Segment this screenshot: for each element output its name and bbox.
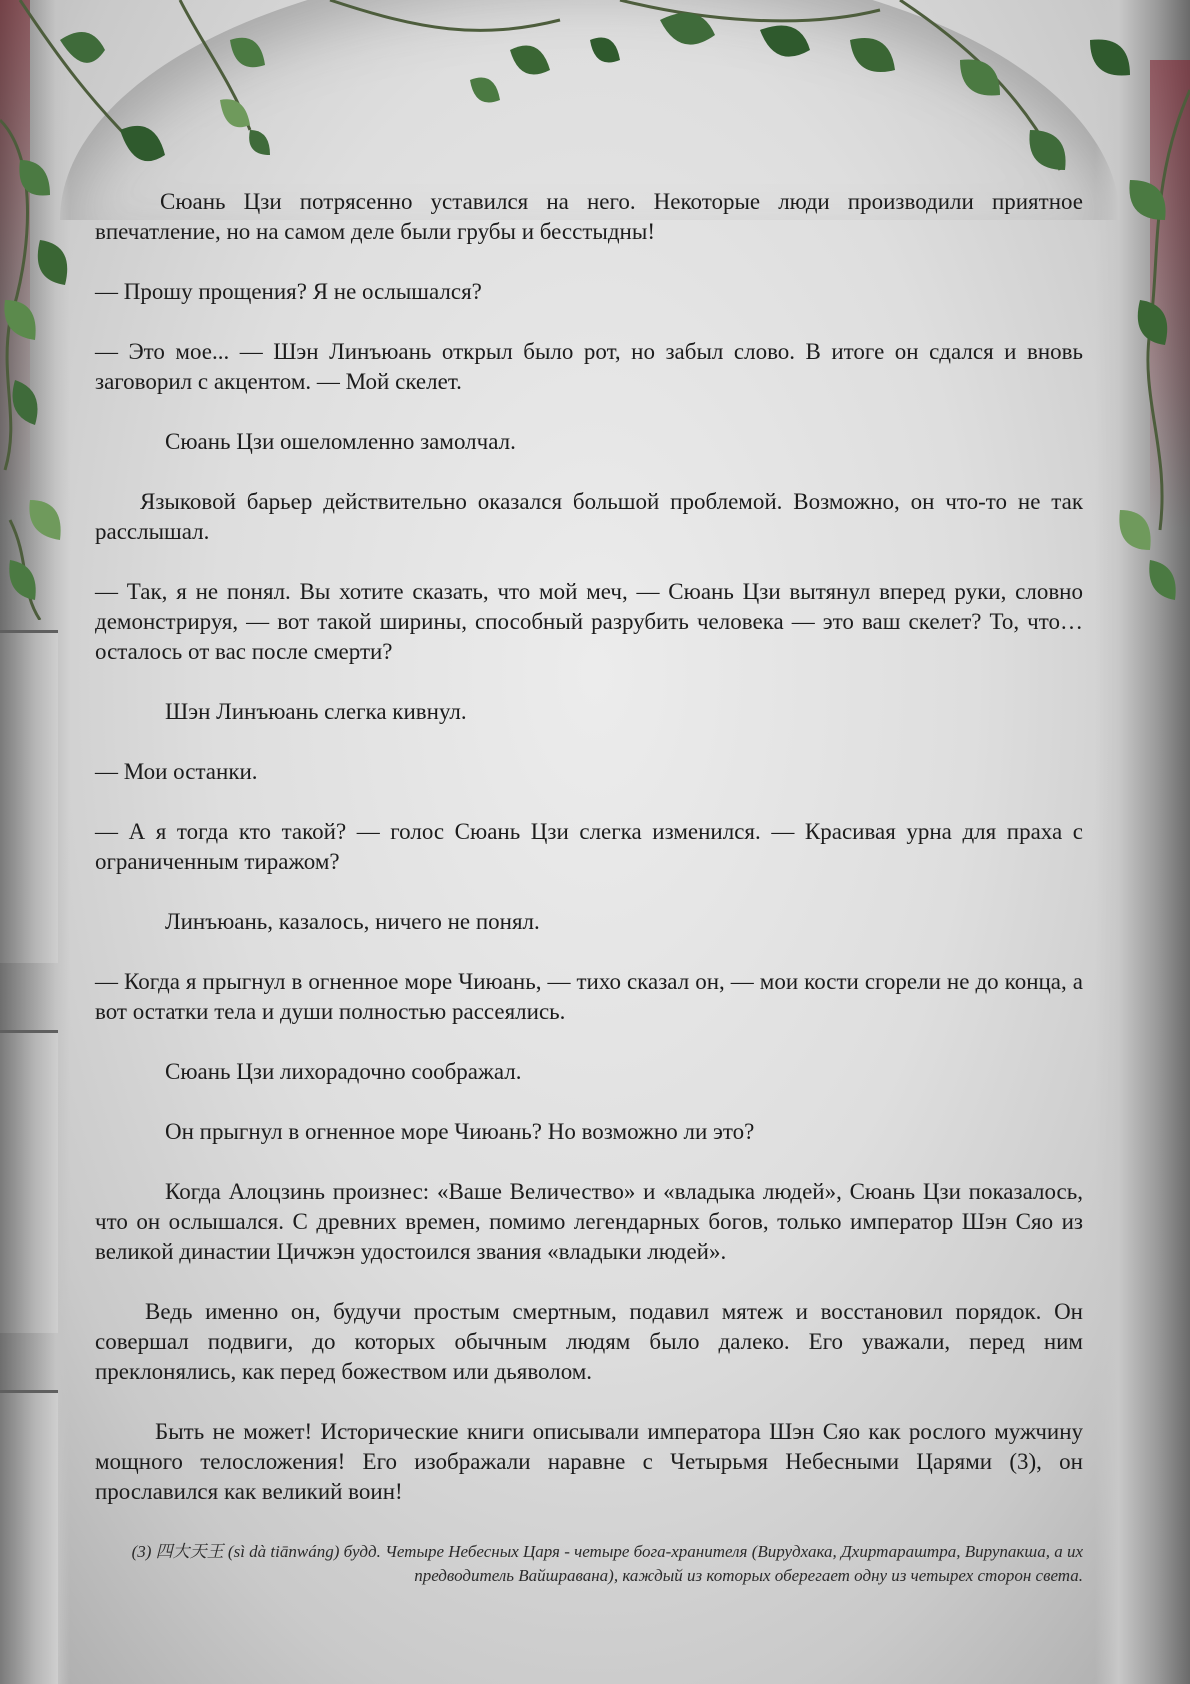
paragraph: Сюань Цзи потрясенно уставился на него. Некоторые люди производили приятное впечатление, но на самом деле были грубы и бесстыдны! — [95, 189, 1083, 244]
paragraph: — Так, я не понял. Вы хотите сказать, что мой меч, — Сюань Цзи вытянул вперед руки, словно демонстрируя, — вот такой ширины, способный разрубить человека — это ваш скелет? То, что… осталось от вас после смерти? — [95, 579, 1083, 664]
paragraph: Быть не может! Исторические книги описывали императора Шэн Сяо как рослого мужчину мощного телосложения! Его изображали наравне с Четырьмя Небесными Царями (3), он прославился как великий воин! — [95, 1419, 1083, 1504]
paragraph: Шэн Линъюань слегка кивнул. — [165, 699, 467, 724]
paragraph: — А я тогда кто такой? — голос Сюань Цзи слегка изменился. — Красивая урна для праха с ограниченным тиражом? — [95, 819, 1083, 874]
paragraph: — Когда я прыгнул в огненное море Чиюань, — тихо сказал он, — мои кости сгорели не до конца, а вот остатки тела и души полностью рассеялись. — [95, 969, 1083, 1024]
paragraph: Он прыгнул в огненное море Чиюань? Но возможно ли это? — [165, 1119, 755, 1144]
story-text — [95, 187, 1083, 1537]
paragraph: — Мои останки. — [95, 759, 258, 784]
paragraph: Линъюань, казалось, ничего не понял. — [165, 909, 540, 934]
paragraph: Ведь именно он, будучи простым смертным, подавил мятеж и восстановил порядок. Он совершал подвиги, до которых обычным людям было далеко. Его уважали, перед ним преклонялись, как перед божеством или дьяволом. — [95, 1299, 1083, 1384]
paragraph: — Прошу прощения? Я не ослышался? — [95, 279, 482, 304]
footnote: (3) 四大天王 (sì dà tiānwáng) будд. Четыре Небесных Царя - четыре бога-хранителя (Вирудхака, Дхиртараштра, Вирупакша, а их предводитель Вайшравана), каждый из которых оберегает одну из четырех сторон света. — [131, 1542, 1083, 1585]
paragraph: Сюань Цзи ошеломленно замолчал. — [165, 429, 516, 454]
paragraph: Сюань Цзи лихорадочно соображал. — [165, 1059, 522, 1084]
paragraph: — Это мое... — Шэн Линъюань открыл было рот, но забыл слово. В итоге он сдался и вновь заговорил с акцентом. — Мой скелет. — [95, 339, 1083, 394]
paragraph: Языковой барьер действительно оказался большой проблемой. Возможно, он что-то не так расслышал. — [95, 489, 1083, 544]
paragraph: Когда Алоцзинь произнес: «Ваше Величество» и «владыка людей», Сюань Цзи показалось, что он ослышался. С древних времен, помимо легендарных богов, только император Шэн Сяо из великой династии Цичжэн удостоился звания «владыки людей». — [95, 1179, 1083, 1264]
